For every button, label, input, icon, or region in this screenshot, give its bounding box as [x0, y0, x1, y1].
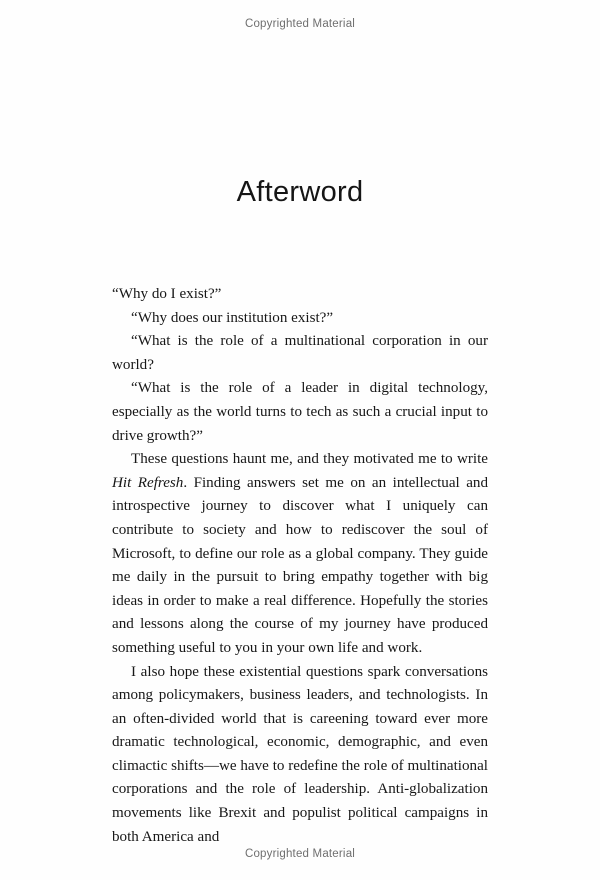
book-title-italic: Hit Refresh	[112, 474, 184, 491]
paragraph-5-before-italic: These questions haunt me, and they motivated me to write	[131, 451, 488, 468]
paragraph-5	[112, 448, 488, 660]
watermark-bottom: Copyrighted Material	[244, 848, 356, 860]
paragraph-5-after-italic: . Finding answers set me on an intellectual and introspective journey to discover what I uniquely can contribute to society and how to rediscover the soul of Microsoft, to define our role as a global company. They guide me daily in the pursuit to bring empathy together with big ideas in order to make a real difference. Hopefully the stories and lessons along the course of my journey have produced something useful to you in your own life and work.	[112, 474, 488, 656]
watermark-top: Copyrighted Material	[244, 18, 356, 30]
paragraph-4: “What is the role of a leader in digital technology, especially as the world turns to tech as such a crucial input to drive growth?”	[112, 380, 488, 444]
body-text	[112, 283, 488, 849]
paragraph-2: “Why does our institution exist?”	[131, 309, 334, 326]
page-content	[112, 176, 488, 849]
paragraph-1: “Why do I exist?”	[112, 286, 222, 302]
paragraph-3: “What is the role of a multinational corporation in our world?	[112, 333, 488, 373]
page-title: Afterword	[236, 176, 364, 208]
paragraph-6: I also hope these existential questions spark conversations among policymakers, business leaders, and technologists. In an often-divided world that is careening toward ever more dramatic technological, economic, demographic, and even climactic shifts—we have to redefine the role of multinational corporations and the role of leadership. Anti-globalization movements like Brexit and populist political campaigns in both America and	[112, 663, 488, 845]
